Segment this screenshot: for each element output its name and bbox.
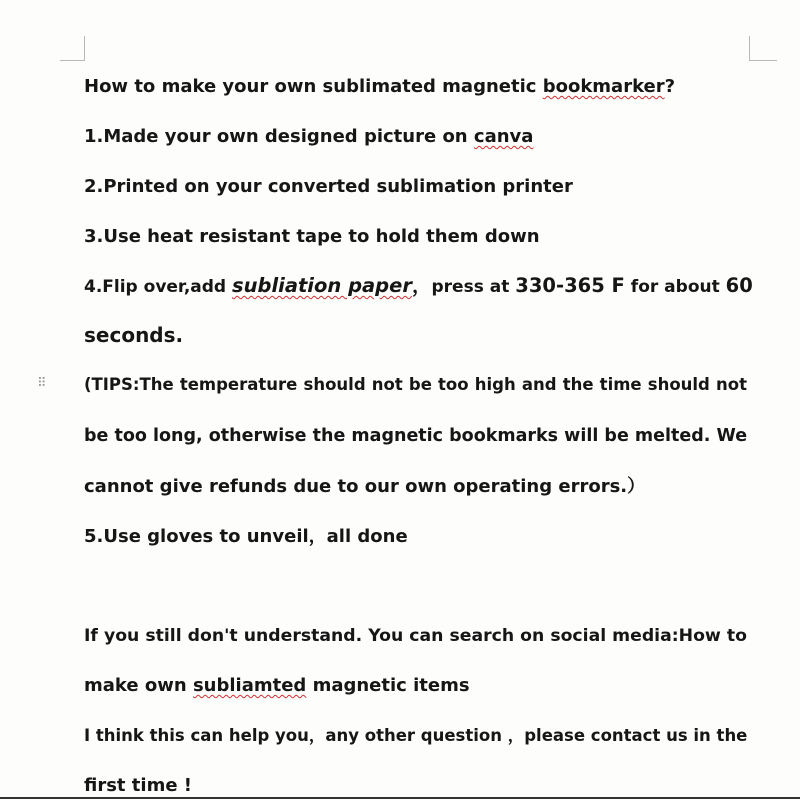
note-line-2 <box>84 675 754 697</box>
page-bottom-edge <box>0 797 800 799</box>
step-4-about: for about <box>624 277 726 297</box>
page-corner-mark-top-left <box>60 36 85 61</box>
step-1-text: 1.Made your own designed picture on <box>84 126 474 147</box>
step-4-temperature: 330-365 F <box>515 274 625 297</box>
note-line-2-text: make own <box>84 675 193 696</box>
note-line-2-end: magnetic items <box>306 675 470 696</box>
spellcheck-word-subliation-paper[interactable]: subliation paper <box>232 274 412 297</box>
step-1 <box>84 126 754 148</box>
step-4-text: 4.Flip over,add <box>84 277 233 297</box>
step-5: 5.Use gloves to unveil，all done <box>84 526 408 547</box>
step-4-seconds: seconds. <box>84 323 184 347</box>
document-heading <box>84 76 754 98</box>
page-corner-mark-top-right <box>749 36 777 61</box>
tips-line-2: be too long, otherwise the magnetic bookmarks will be melted. We <box>84 426 748 446</box>
note-line-4: first time ! <box>84 775 193 796</box>
heading-text: How to make your own sublimated magnetic <box>84 76 543 97</box>
spellcheck-word-canva[interactable]: canva <box>473 126 534 147</box>
step-4-press: press at <box>431 277 516 297</box>
note-line-1: If you still don't understand. You can search on social media:How to <box>84 626 747 646</box>
step-4-comma: ， <box>411 274 432 297</box>
note-line-3: I think this can help you，any other question ，please contact us in the <box>84 726 748 745</box>
step-2: 2.Printed on your converted sublimation printer <box>84 176 573 197</box>
heading-question-mark: ? <box>664 76 676 97</box>
step-3: 3.Use heat resistant tape to hold them down <box>84 226 540 247</box>
step-4-seconds-value: 60 <box>725 274 753 297</box>
spellcheck-word-subliamted[interactable]: subliamted <box>192 675 307 696</box>
tips-line-3: cannot give refunds due to our own operating errors.） <box>84 476 646 497</box>
tips-line-1: (TIPS:The temperature should not be too high and the time should not <box>84 375 747 394</box>
paragraph-drag-handle-icon[interactable]: ⠿ <box>37 376 46 391</box>
spellcheck-word-bookmarker[interactable]: bookmarker <box>542 76 665 97</box>
step-4 <box>84 275 754 298</box>
